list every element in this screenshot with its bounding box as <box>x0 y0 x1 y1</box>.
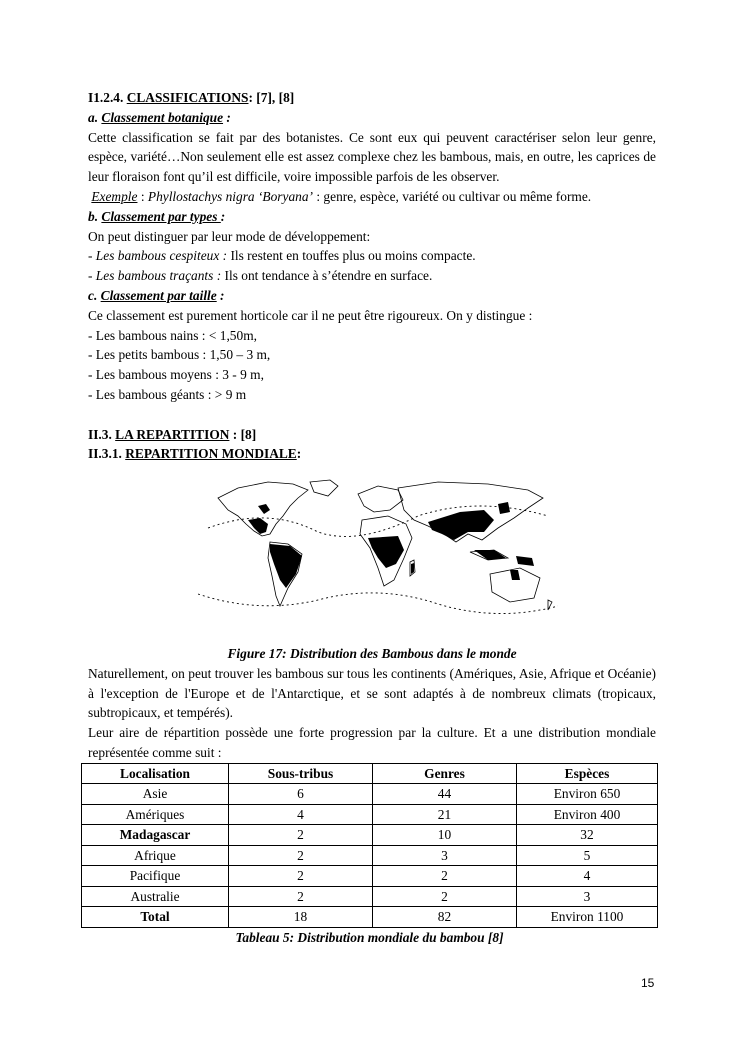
table-cell: 21 <box>373 804 517 825</box>
subsection-heading-mondiale: II.3.1. REPARTITION MONDIALE: <box>88 446 302 462</box>
taille-intro: Ce classement est purement horticole car il ne peut être rigoureux. On y distingue : <box>88 307 533 323</box>
table-cell: 2 <box>373 866 517 887</box>
table-header-cell: Localisation <box>82 763 229 784</box>
example-line: Exemple : Phyllostachys nigra ‘Boryana’ : genre, espèce, variété ou cultivar ou même forme. <box>91 188 592 204</box>
paragraph-distribution: Naturellement, on peut trouver les bambous sur tous les continents (Amériques, Asie, Afrique et Océanie) à l'exception de l'Europe et de l'Antarctique, et se sont adaptés à de nombreux climats (tropicaux, subtropicaux, et tempérés). <box>88 665 656 721</box>
table-cell: Environ 650 <box>517 784 658 805</box>
page-number: 15 <box>641 976 655 990</box>
table-cell: Madagascar <box>82 825 229 846</box>
world-distribution-map <box>198 476 558 626</box>
table-total-row <box>82 907 658 928</box>
table-header-cell: Espèces <box>517 763 658 784</box>
table-row <box>82 784 658 805</box>
table-cell: 2 <box>229 866 373 887</box>
table-cell: 3 <box>517 886 658 907</box>
table-cell: Environ 1100 <box>517 907 658 928</box>
table-cell: Amériques <box>82 804 229 825</box>
table-cell: Environ 400 <box>517 804 658 825</box>
list-item: - Les bambous cespiteux : Ils restent en touffes plus ou moins compacte. <box>88 248 476 264</box>
figure-caption: Figure 17: Distribution des Bambous dans le monde <box>227 645 517 661</box>
table-cell: Afrique <box>82 845 229 866</box>
section-heading-repartition: II.3. LA REPARTITION : [8] <box>88 426 257 442</box>
subheading-botanique: a. Classement botanique : <box>88 109 231 125</box>
list-item: - Les petits bambous : 1,50 – 3 m, <box>88 347 271 363</box>
list-item: - Les bambous traçants : Ils ont tendance à s’étendre en surface. <box>88 268 433 284</box>
table-row <box>82 825 658 846</box>
list-item: - Les bambous nains : < 1,50m, <box>88 327 257 343</box>
table-row <box>82 845 658 866</box>
table-caption: Tableau 5: Distribution mondiale du bambou [8] <box>235 929 504 945</box>
table-header-row <box>82 763 658 784</box>
document-page <box>88 88 656 948</box>
table-row <box>82 886 658 907</box>
subheading-types: b. Classement par types : <box>88 208 226 224</box>
table-cell: 4 <box>517 866 658 887</box>
table-cell: 2 <box>229 886 373 907</box>
table-cell: 2 <box>229 845 373 866</box>
subheading-taille: c. Classement par taille : <box>88 287 225 303</box>
table-row <box>82 866 658 887</box>
table-cell: Australie <box>82 886 229 907</box>
table-cell: Total <box>82 907 229 928</box>
list-item: - Les bambous géants : > 9 m <box>88 386 247 402</box>
table-cell: 18 <box>229 907 373 928</box>
table-cell: 82 <box>373 907 517 928</box>
types-intro: On peut distinguer par leur mode de développement: <box>88 228 371 244</box>
table-cell: 2 <box>373 886 517 907</box>
table-header-cell: Sous-tribus <box>229 763 373 784</box>
table-cell: 44 <box>373 784 517 805</box>
table-cell: 5 <box>517 845 658 866</box>
table-cell: 6 <box>229 784 373 805</box>
paragraph-culture: Leur aire de répartition possède une forte progression par la culture. Et a une distribution mondiale représentée comme suit : <box>88 725 656 760</box>
table-cell: 3 <box>373 845 517 866</box>
table-cell: Pacifique <box>82 866 229 887</box>
list-item: - Les bambous moyens : 3 - 9 m, <box>88 367 264 383</box>
table-cell: 32 <box>517 825 658 846</box>
table-header-cell: Genres <box>373 763 517 784</box>
table-cell: 2 <box>229 825 373 846</box>
table-cell: Asie <box>82 784 229 805</box>
table-cell: 4 <box>229 804 373 825</box>
table-row <box>82 804 658 825</box>
table-cell: 10 <box>373 825 517 846</box>
distribution-table <box>81 763 658 928</box>
paragraph-botanique: Cette classification se fait par des botanistes. Ce sont eux qui peuvent caractériser selon leur genre, espèce, variété…Non seulement elle est assez complexe chez les bambous, mais, en outre, les caprices de leur floraison font qu’il est difficile, voire impossible parfois de les observer. <box>88 129 656 185</box>
section-heading-classifications: I1.2.4. CLASSIFICATIONS: [7], [8] <box>88 90 295 105</box>
